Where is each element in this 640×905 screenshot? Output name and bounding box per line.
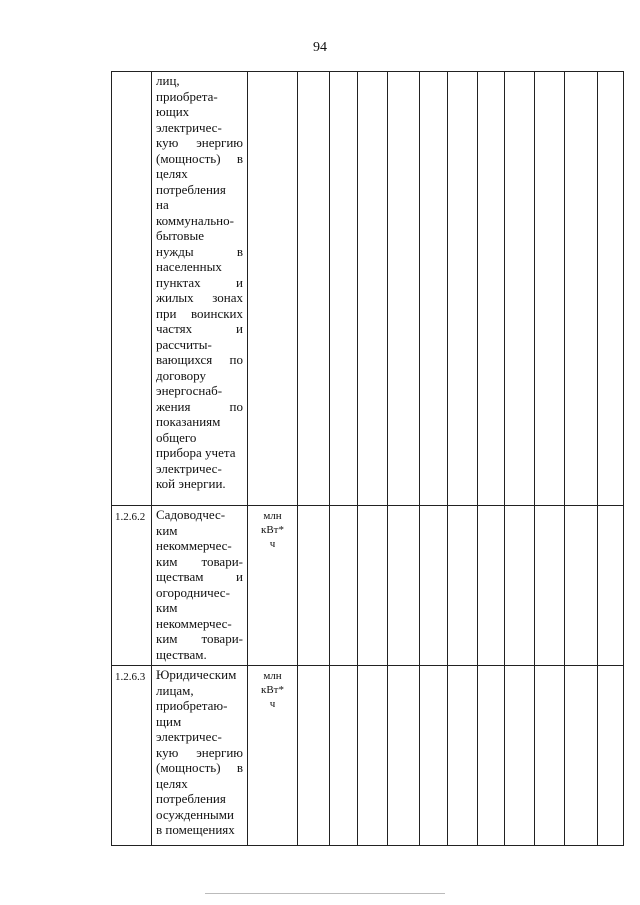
name-line — [156, 569, 243, 585]
name-word: вающихся — [156, 352, 213, 367]
row-unit — [248, 506, 298, 666]
name-line — [156, 461, 243, 477]
value-cell — [448, 506, 478, 666]
name-word: лиц, — [156, 73, 180, 88]
name-line — [156, 585, 243, 601]
name-word: частях — [156, 321, 193, 336]
value-cell — [420, 506, 448, 666]
name-word: кую — [156, 744, 179, 760]
name-word: ким — [156, 631, 178, 646]
name-word: товари- — [201, 553, 243, 569]
name-line — [156, 368, 243, 384]
value-cell — [598, 506, 624, 666]
name-word: договору — [156, 367, 207, 383]
name-line — [156, 306, 243, 322]
value-cell — [358, 666, 388, 846]
name-line — [156, 647, 243, 663]
value-cell — [598, 72, 624, 506]
name-line — [156, 89, 243, 105]
name-line — [156, 399, 243, 415]
name-line — [156, 445, 243, 461]
name-word: целях — [156, 775, 188, 791]
data-table — [111, 71, 624, 846]
name-line — [156, 523, 243, 539]
name-word: в — [236, 760, 243, 775]
name-word: рассчиты- — [156, 336, 212, 352]
name-word: общего — [156, 429, 197, 445]
name-word: кой энергии. — [156, 476, 226, 491]
name-word: ким — [156, 600, 178, 615]
value-cell — [358, 72, 388, 506]
name-word: в — [236, 150, 243, 166]
row-name — [152, 506, 248, 666]
value-cell — [598, 666, 624, 846]
name-line — [156, 807, 243, 823]
name-word: электричес- — [156, 460, 222, 476]
name-word: бытовые — [156, 228, 205, 243]
name-word: населенных — [156, 259, 222, 274]
name-word: приобрета- — [156, 88, 218, 104]
name-word: электричес- — [156, 119, 222, 135]
name-word: энергоснаб- — [156, 383, 223, 398]
name-line — [156, 554, 243, 570]
name-line — [156, 600, 243, 616]
name-line — [156, 683, 243, 699]
name-line — [156, 275, 243, 291]
name-word: в помещениях — [156, 822, 235, 837]
row-name — [152, 666, 248, 846]
name-word: лицам, — [156, 682, 194, 698]
name-line — [156, 383, 243, 399]
name-word: коммунально- — [156, 212, 234, 228]
name-line — [156, 791, 243, 807]
name-line — [156, 760, 243, 776]
unit-line: млн — [263, 670, 282, 682]
name-word: прибора учета — [156, 445, 236, 460]
name-line — [156, 73, 243, 89]
name-line — [156, 321, 243, 337]
name-word: и — [236, 274, 243, 290]
name-line — [156, 631, 243, 647]
value-cell — [478, 72, 505, 506]
value-cell — [330, 666, 358, 846]
name-line — [156, 104, 243, 120]
name-word: огородничес- — [156, 584, 230, 600]
name-word: (мощность) — [156, 150, 221, 166]
name-word: энергию — [196, 135, 243, 150]
value-cell — [565, 666, 598, 846]
name-word: ществам — [156, 569, 204, 584]
unit-line: ч — [269, 698, 276, 710]
value-cell — [388, 506, 420, 666]
name-word: по — [229, 398, 243, 414]
name-word: ким — [156, 553, 178, 569]
name-line — [156, 244, 243, 260]
value-cell — [478, 666, 505, 846]
name-line — [156, 135, 243, 151]
table-row — [112, 72, 624, 506]
value-cell — [298, 506, 330, 666]
name-word: энергию — [196, 744, 243, 760]
name-word: при — [156, 305, 177, 321]
name-line — [156, 538, 243, 554]
unit-line: ч — [269, 538, 276, 550]
name-word: ществам. — [156, 646, 207, 662]
name-word: товари- — [201, 631, 243, 646]
name-word: и — [236, 321, 243, 336]
value-cell — [448, 72, 478, 506]
row-unit — [248, 72, 298, 506]
name-line — [156, 166, 243, 182]
row-code: 1.2.6.3 — [112, 666, 152, 846]
name-line — [156, 698, 243, 714]
name-word: жилых — [156, 290, 194, 305]
value-cell — [535, 666, 565, 846]
value-cell — [388, 666, 420, 846]
name-line — [156, 182, 243, 198]
name-line — [156, 667, 243, 683]
name-word: в — [236, 243, 243, 259]
name-word: целях — [156, 166, 188, 181]
name-word: щим — [156, 713, 182, 729]
name-word: приобретаю- — [156, 698, 228, 713]
name-word: кую — [156, 135, 179, 150]
name-line — [156, 337, 243, 353]
value-cell — [358, 506, 388, 666]
name-line — [156, 745, 243, 761]
name-word: жения — [156, 398, 191, 414]
name-line — [156, 120, 243, 136]
value-cell — [478, 506, 505, 666]
name-line — [156, 476, 243, 492]
value-cell — [535, 72, 565, 506]
row-code — [112, 72, 152, 506]
name-word: (мощность) — [156, 760, 221, 775]
name-line — [156, 151, 243, 167]
name-line — [156, 213, 243, 229]
name-word: Садоводчес- — [156, 507, 226, 522]
unit-line: кВт* — [261, 524, 284, 536]
page-number: 94 — [313, 40, 327, 55]
name-word: на — [156, 197, 169, 212]
name-word: потребления — [156, 791, 226, 806]
name-line — [156, 776, 243, 792]
row-name — [152, 72, 248, 506]
value-cell — [330, 506, 358, 666]
name-line — [156, 352, 243, 368]
name-line — [156, 228, 243, 244]
value-cell — [298, 72, 330, 506]
name-line — [156, 197, 243, 213]
value-cell — [298, 666, 330, 846]
table-row — [112, 506, 624, 666]
name-line — [156, 430, 243, 446]
name-word: некоммерчес- — [156, 538, 232, 553]
name-line — [156, 714, 243, 730]
value-cell — [420, 666, 448, 846]
name-word: воинских — [190, 305, 243, 321]
name-word: пунктах — [156, 274, 201, 290]
row-code: 1.2.6.2 — [112, 506, 152, 666]
value-cell — [505, 72, 535, 506]
value-cell — [565, 506, 598, 666]
name-word: ким — [156, 522, 178, 538]
name-line — [156, 616, 243, 632]
name-word: показаниям — [156, 414, 221, 429]
name-word: осужденными — [156, 806, 234, 822]
table-row — [112, 666, 624, 846]
name-word: и — [236, 569, 243, 584]
name-word: потребления — [156, 181, 226, 197]
name-line — [156, 290, 243, 306]
name-line — [156, 259, 243, 275]
value-cell — [505, 506, 535, 666]
name-line — [156, 729, 243, 745]
value-cell — [565, 72, 598, 506]
name-word: нужды — [156, 243, 194, 259]
name-word: некоммерчес- — [156, 615, 232, 631]
name-line — [156, 822, 243, 838]
value-cell — [448, 666, 478, 846]
value-cell — [420, 72, 448, 506]
unit-line: кВт* — [261, 684, 284, 696]
name-word: Юридическим — [156, 667, 237, 682]
value-cell — [330, 72, 358, 506]
row-unit — [248, 666, 298, 846]
unit-line: млн — [263, 510, 282, 522]
name-line — [156, 507, 243, 523]
value-cell — [388, 72, 420, 506]
name-word: ющих — [156, 104, 190, 119]
value-cell — [505, 666, 535, 846]
name-word: по — [229, 352, 243, 367]
value-cell — [535, 506, 565, 666]
name-word: зонах — [212, 290, 243, 305]
name-word: электричес- — [156, 729, 222, 744]
footer-rule — [205, 893, 445, 894]
name-line — [156, 414, 243, 430]
